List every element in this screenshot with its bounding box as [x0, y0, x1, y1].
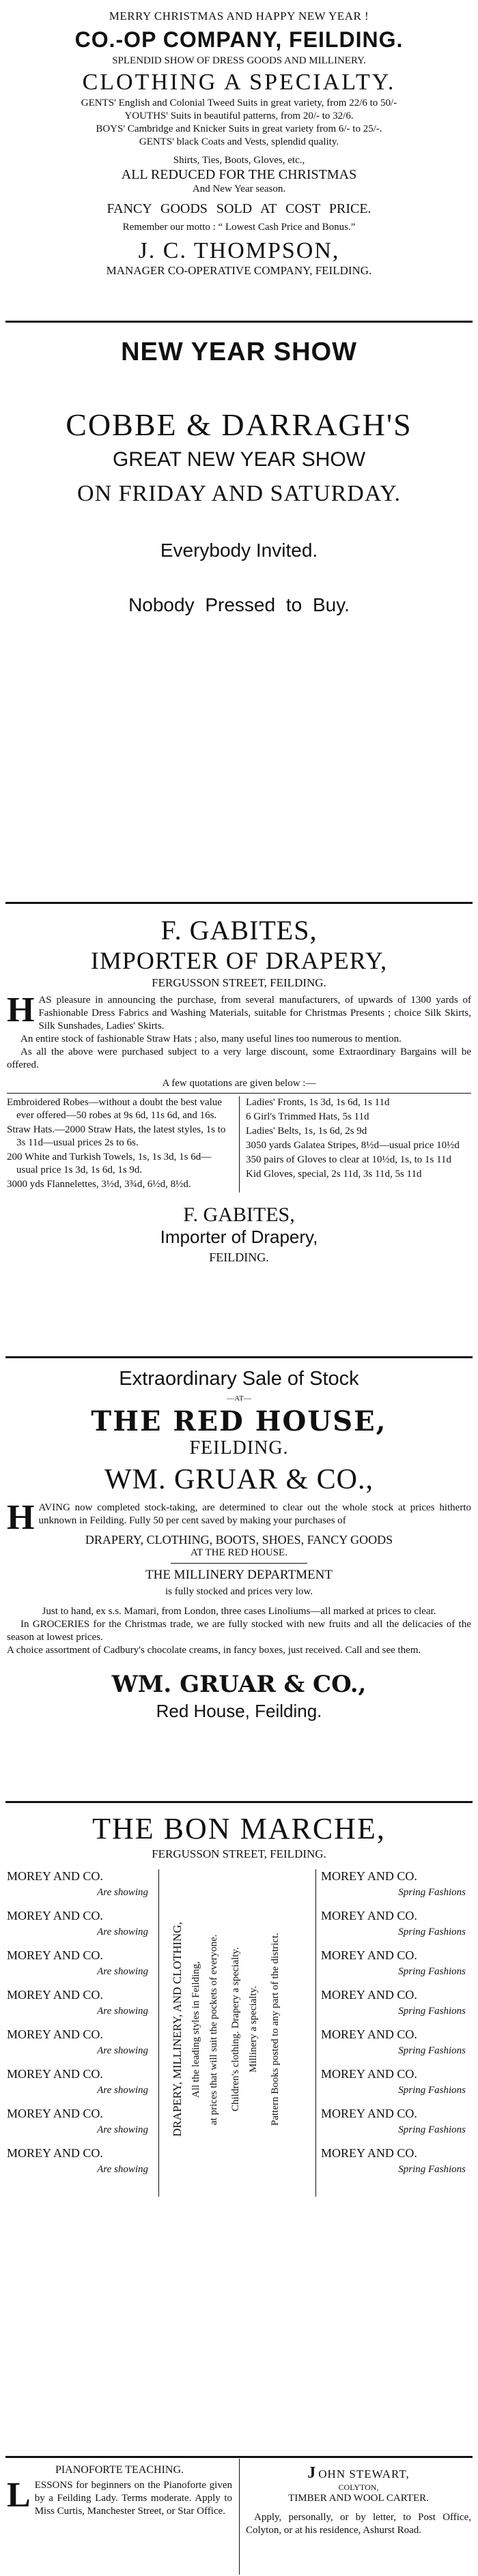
- gabites-para2: An entire stock of fashionable Straw Hats ; also, many useful lines too numerous to mention.: [20, 1034, 402, 1044]
- stewart-trade: TIMBER AND WOOL CARTER.: [288, 2493, 429, 2504]
- gruar-at-house: AT THE RED HOUSE.: [191, 1547, 287, 1558]
- bon-left-row: [7, 1909, 154, 1948]
- gabites-price-item: Embroidered Robes—without a doubt the best value ever offered—50 robes at 9s 6d, 11s 6d, and 16s.: [7, 1097, 222, 1121]
- cobbe-days: ON FRIDAY AND SATURDAY.: [77, 481, 401, 506]
- gruar-just: Just to hand, ex s.s. Mamari, from London, three cases Linoliums—all marked at prices to clear.: [42, 1606, 436, 1617]
- cobbe-show: GREAT NEW YEAR SHOW: [112, 448, 366, 471]
- bon-right-sub: Spring Fashions: [398, 2045, 466, 2056]
- column-divider: [239, 2459, 240, 2575]
- bon-right-row: [321, 2107, 471, 2146]
- gruar-house: THE RED HOUSE,: [91, 1405, 387, 1437]
- stewart-place: COLYTON,: [338, 2483, 379, 2492]
- gabites-quotations: A few quotations are given below :—: [162, 1078, 316, 1089]
- coop-reduced: ALL REDUCED FOR THE CHRISTMAS: [121, 167, 357, 182]
- gabites-price-item: Straw Hats.—2000 Straw Hats, the latest styles, 1s to 3s 11d—usual prices 2s to 6s.: [7, 1124, 226, 1148]
- bon-left-row: [7, 2146, 154, 2186]
- cobbe-headline: NEW YEAR SHOW: [121, 338, 357, 366]
- stewart-text: Apply, personally, or by letter, to Post Office, Colyton, or at his residence, Ashurst Road.: [246, 2512, 471, 2536]
- cobbe-firm: COBBE & DARRAGH'S: [66, 407, 412, 442]
- column-divider: [158, 1869, 159, 2197]
- bon-center-line: Children's clothing. Drapery a specialty.: [230, 1947, 241, 2112]
- coop-greeting: MERRY CHRISTMAS AND HAPPY NEW YEAR !: [109, 10, 369, 23]
- bon-center-line: Millinery a specialty.: [248, 1986, 259, 2073]
- bon-center-line: DRAPERY, MILLINERY, AND CLOTHING,: [171, 1922, 184, 2137]
- gruar-at: —AT—: [227, 1394, 251, 1403]
- bon-left-row: [7, 1988, 154, 2028]
- bon-left-row: [7, 2067, 154, 2107]
- coop-season: And New Year season.: [192, 184, 286, 194]
- gabites-right-column: [240, 1096, 471, 1192]
- bon-right-row: [321, 2146, 471, 2186]
- gabites-price-item: 6 Girl's Trimmed Hats, 5s 11d: [246, 1111, 369, 1122]
- gruar-dropcap: H: [7, 1498, 35, 1537]
- piano-title: PIANOFORTE TEACHING.: [55, 2464, 184, 2476]
- coop-manager-title: MANAGER CO-OPERATIVE COMPANY, FEILDING.: [106, 264, 372, 277]
- bon-right-row: [321, 1869, 471, 1909]
- gabites-sign-role: Importer of Drapery,: [160, 1227, 318, 1247]
- bon-left-sub: Are showing: [97, 1887, 148, 1898]
- coop-line-boys: BOYS' Cambridge and Knicker Suits in great variety from 6/- to 25/-.: [96, 123, 382, 134]
- bon-right-sub: Spring Fashions: [398, 1927, 466, 1937]
- piano-text: ESSONS for beginners on the Pianoforte given by a Feilding Lady. Terms moderate. Apply to Miss Curtis, Manchester Street, or Star Office.: [34, 2480, 232, 2517]
- bon-left-name: MOREY AND CO.: [7, 2107, 103, 2120]
- coop-line-youths: YOUTHS' Suits in beautiful patterns, from 20/- to 32/6.: [124, 111, 354, 121]
- gabites-name: F. GABITES,: [160, 915, 318, 946]
- coop-line-gents: GENTS' English and Colonial Tweed Suits in great variety, from 22/6 to 50/-: [81, 98, 397, 108]
- bon-right-name: MOREY AND CO.: [321, 1948, 417, 1962]
- gruar-sign-place: Red House, Feilding.: [156, 1701, 322, 1721]
- bon-center-column: [163, 1869, 314, 2197]
- gabites-sign-name: F. GABITES,: [183, 1203, 295, 1226]
- gruar-advert: [7, 1368, 471, 1722]
- bon-left-row: [7, 2028, 154, 2067]
- bon-right-row: [321, 2067, 471, 2107]
- bon-left-name: MOREY AND CO.: [7, 1988, 103, 2002]
- gruar-firm: WM. GRUAR & CO.,: [104, 1464, 374, 1495]
- bon-left-sub: Are showing: [97, 1927, 148, 1937]
- bon-right-name: MOREY AND CO.: [321, 1988, 417, 2002]
- bon-left-sub: Are showing: [97, 2164, 148, 2175]
- bon-title: THE BON MARCHE,: [92, 1812, 386, 1845]
- gruar-intro: AVING now completed stock-taking, are determined to clear out the whole stock at prices hitherto unknown in Feilding. Fully 50 per cent saved by making your purchases of: [38, 1502, 471, 1526]
- bon-right-row: [321, 1909, 471, 1948]
- gruar-rule: [171, 1563, 307, 1564]
- cobbe-advert: [7, 338, 471, 616]
- coop-fancy: FANCY GOODS SOLD AT COST PRICE.: [107, 201, 371, 216]
- column-divider: [315, 1869, 316, 2197]
- bon-right-name: MOREY AND CO.: [321, 2146, 417, 2160]
- gabites-price-item: 3050 yards Galatea Stripes, 8½d—usual price 10½d: [246, 1140, 460, 1151]
- divider: [5, 321, 473, 323]
- gabites-intro: AS pleasure in announcing the purchase, from several manufacturers, of upwards of 1300 yards of Fashionable Dress Fabrics and Washing Materials, suitable for Christmas Presents ; choice Silk Skirts, Silk Sunshades, Ladies' Skirts.: [38, 995, 471, 1031]
- column-divider: [239, 1096, 240, 1192]
- bon-center-line: at prices that will suit the pockets of everyone.: [208, 1934, 219, 2125]
- gabites-price-item: 3000 yds Flannelettes, 3½d, 3¾d, 6½d, 8½d.: [7, 1179, 191, 1190]
- gruar-cadbury: A choice assortment of Cadbury's chocolate creams, in fancy boxes, just received. Call and see them.: [7, 1645, 421, 1656]
- gabites-dropcap: H: [7, 991, 35, 1029]
- gruar-stocked: is fully stocked and prices very low.: [165, 1586, 313, 1597]
- coop-advert: [7, 10, 471, 278]
- coop-splendid: SPLENDID SHOW OF DRESS GOODS AND MILLINERY.: [112, 55, 366, 66]
- cobbe-invited: Everybody Invited.: [160, 540, 318, 561]
- bon-left-column: [7, 1869, 154, 2186]
- bon-left-name: MOREY AND CO.: [7, 2067, 103, 2081]
- gruar-groceries: In GROCERIES for the Christmas trade, we are fully stocked with new fruits and all the delicacies of the season at lowest prices.: [7, 1619, 471, 1643]
- gruar-goods: DRAPERY, CLOTHING, BOOTS, SHOES, FANCY GOODS: [85, 1533, 393, 1547]
- bon-right-name: MOREY AND CO.: [321, 2107, 417, 2120]
- gabites-left-column: [7, 1096, 232, 1192]
- divider: [5, 1801, 473, 1803]
- bon-left-sub: Are showing: [97, 2085, 148, 2096]
- bon-left-name: MOREY AND CO.: [7, 1869, 103, 1883]
- bon-right-name: MOREY AND CO.: [321, 2028, 417, 2041]
- gabites-role: IMPORTER OF DRAPERY,: [90, 947, 388, 974]
- bon-right-row: [321, 2028, 471, 2067]
- piano-dropcap: L: [7, 2476, 31, 2515]
- bon-center-line: All the leading styles in Feilding,: [191, 1961, 201, 2098]
- gabites-price-item: Kid Gloves, special, 2s 11d, 3s 11d, 5s 11d: [246, 1169, 422, 1180]
- divider: [5, 2456, 473, 2458]
- cobbe-nobody: Nobody Pressed to Buy.: [128, 594, 350, 615]
- coop-line-coats: GENTS' black Coats and Vests, splendid quality.: [139, 136, 339, 147]
- bon-left-name: MOREY AND CO.: [7, 2146, 103, 2160]
- bon-left-name: MOREY AND CO.: [7, 2028, 103, 2041]
- bon-right-sub: Spring Fashions: [398, 2164, 466, 2175]
- piano-advert: [7, 2464, 232, 2518]
- divider: [5, 902, 473, 904]
- bon-right-sub: Spring Fashions: [398, 2085, 466, 2096]
- bon-right-row: [321, 1948, 471, 1988]
- gabites-rule: [7, 1093, 471, 1094]
- coop-company: CO.-OP COMPANY, FEILDING.: [74, 27, 404, 52]
- divider: [5, 1356, 473, 1358]
- gabites-price-item: Ladies' Fronts, 1s 3d, 1s 6d, 1s 11d: [246, 1097, 390, 1108]
- coop-motto: Remember our motto : “ Lowest Cash Price and Bonus.”: [122, 222, 356, 233]
- bon-right-sub: Spring Fashions: [398, 2006, 466, 2017]
- gruar-sign-firm: WM. GRUAR & CO.,: [111, 1671, 367, 1698]
- bon-left-sub: Are showing: [97, 2006, 148, 2017]
- bon-left-name: MOREY AND CO.: [7, 1909, 103, 1922]
- gabites-advert: [7, 914, 471, 1265]
- bon-left-sub: Are showing: [97, 2124, 148, 2135]
- coop-shirts: Shirts, Ties, Boots, Gloves, etc.,: [173, 155, 305, 166]
- bon-left-row: [7, 1948, 154, 1988]
- gabites-price-item: Ladies' Belts, 1s, 1s 6d, 2s 9d: [246, 1126, 367, 1137]
- bon-left-row: [7, 1869, 154, 1909]
- gabites-sign-town: FEILDING.: [209, 1250, 269, 1264]
- bon-right-name: MOREY AND CO.: [321, 1909, 417, 1922]
- bon-right-name: MOREY AND CO.: [321, 2067, 417, 2081]
- bon-right-row: [321, 1988, 471, 2028]
- bon-left-sub: Are showing: [97, 2045, 148, 2056]
- gabites-street: FERGUSSON STREET, FEILDING.: [152, 976, 326, 989]
- bon-right-sub: Spring Fashions: [398, 1887, 466, 1898]
- bon-left-sub: Are showing: [97, 1966, 148, 1977]
- bon-street: FERGUSSON STREET, FEILDING.: [152, 1847, 326, 1860]
- bon-marche-advert: [7, 1811, 471, 2197]
- bon-left-row: [7, 2107, 154, 2146]
- stewart-dropcap: J: [307, 2464, 316, 2482]
- coop-manager-name: J. C. THOMPSON,: [138, 238, 340, 263]
- bon-right-sub: Spring Fashions: [398, 1966, 466, 1977]
- gruar-town: FEILDING.: [189, 1437, 289, 1459]
- stewart-name: OHN STEWART,: [318, 2468, 410, 2480]
- gruar-headline: Extraordinary Sale of Stock: [119, 1368, 359, 1390]
- gabites-para3: As all the above were purchased subject to a very large discount, some Extraordinary Bargains will be offered.: [7, 1046, 471, 1070]
- bon-center-line: Pattern Books posted to any part of the district.: [270, 1933, 281, 2126]
- gruar-millinery: THE MILLINERY DEPARTMENT: [145, 1568, 333, 1582]
- bon-right-column: [321, 1869, 471, 2186]
- coop-headline: CLOTHING A SPECIALTY.: [82, 70, 396, 95]
- bon-right-sub: Spring Fashions: [398, 2124, 466, 2135]
- stewart-advert: [246, 2464, 471, 2537]
- gabites-price-item: 200 White and Turkish Towels, 1s, 1s 3d, 1s 6d—usual price 1s 3d, 1s 6d, 1s 9d.: [7, 1152, 212, 1175]
- bon-left-name: MOREY AND CO.: [7, 1948, 103, 1962]
- gabites-price-item: 350 pairs of Gloves to clear at 10½d, 1s, to 1s 11d: [246, 1154, 452, 1165]
- bon-right-name: MOREY AND CO.: [321, 1869, 417, 1883]
